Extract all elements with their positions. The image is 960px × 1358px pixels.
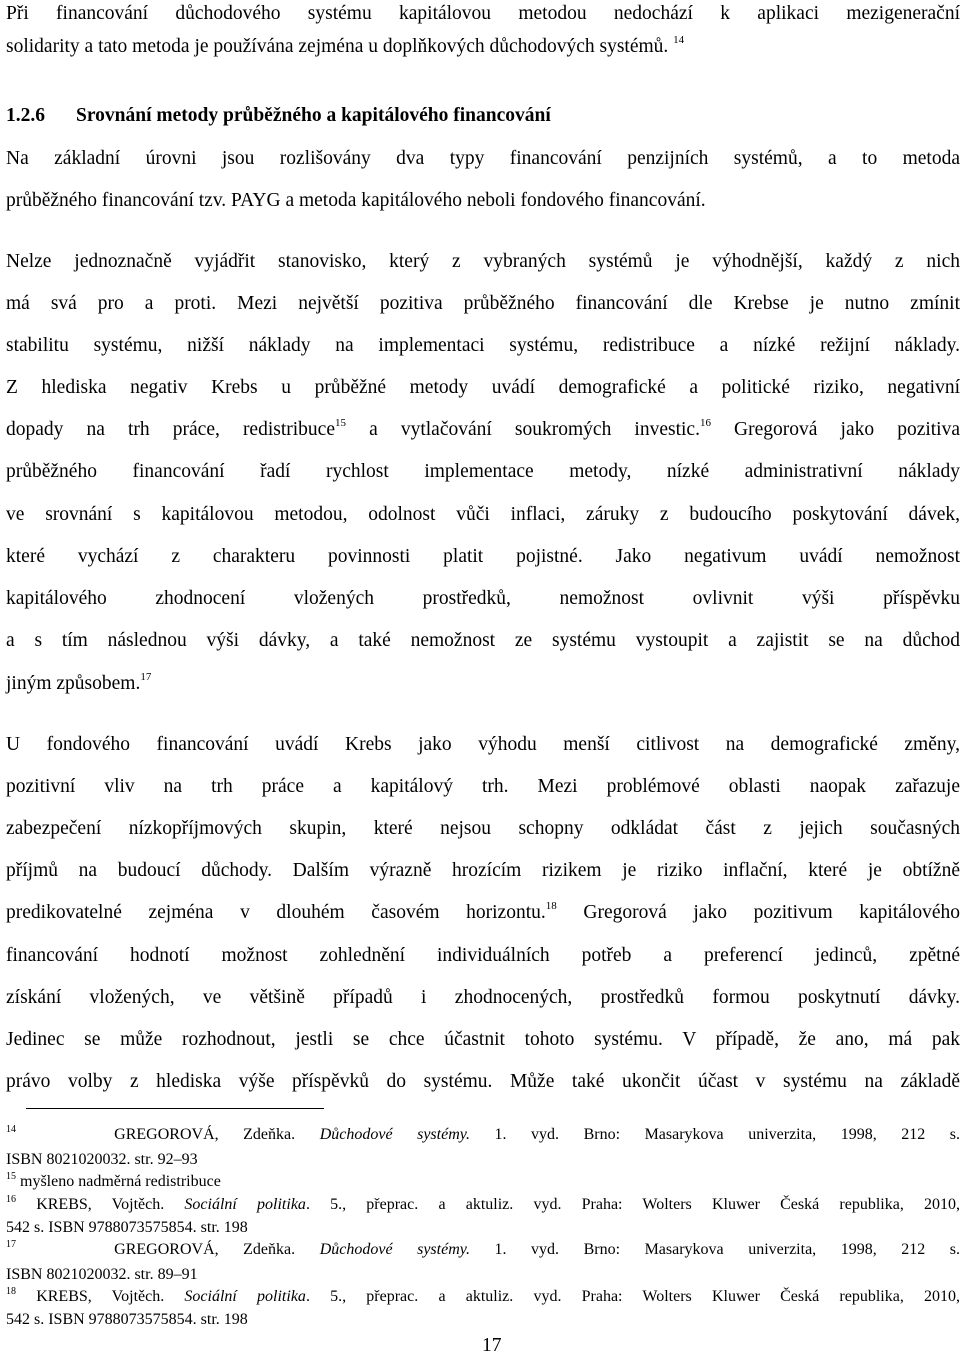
footnote-number: 14 [6,1124,16,1135]
text-run: GREGOROVÁ, Zdeňka. [114,1126,320,1143]
p2-line-9: kapitálového zhodnocení vložených prostředků, nemožnost ovlivnit výši příspěvku [6,588,960,609]
text-run: jiným způsobem. [6,673,141,694]
p2-line-2: má svá pro a proti. Mezi největší pozitiva průběžného financování dle Krebse je nutno zmínit [6,293,960,314]
text-run: Gregorová jako pozitiva [710,419,960,440]
text-run: GREGOROVÁ, Zdeňka. [114,1241,320,1258]
text-run: . 5., přeprac. a aktuliz. vyd. Praha: Wolters Kluwer Česká republika, 2010, [305,1196,960,1213]
p1-line-1: Na základní úrovni jsou rozlišovány dva typy financování penzijních systémů, a to metoda [6,148,960,169]
p3-line-7: získání vložených, ve většině případů i zhodnocených, prostředků formou poskytnutí dávky. [6,987,960,1008]
text-run: KREBS, Vojtěch. [36,1196,185,1213]
p2-line-7: ve srovnání s kapitálovou metodou, odolnost vůči inflaci, záruky z budoucího poskytování dávek, [6,504,960,525]
footnote-ref-14[interactable]: 14 [673,34,685,46]
text-run: 1. vyd. Brno: Masarykova univerzita, 1998, 212 s. [469,1241,960,1258]
footnote-17-cont: ISBN 8021020032. str. 89–91 [6,1266,198,1283]
footnote-16-cont: 542 s. ISBN 9788073575854. str. 198 [6,1219,248,1236]
footnote-ref-16[interactable]: 16 [699,417,711,429]
p3-line-1: U fondového financování uvádí Krebs jako výhodu menší citlivost na demografické změny, [6,734,960,755]
footnote-number: 16 [6,1194,16,1205]
text-run: KREBS, Vojtěch. [36,1288,185,1305]
footnote-number: 17 [6,1239,16,1250]
text-run: predikovatelné zejména v dlouhém časovém horizontu. [6,902,546,923]
text-run: . 5., přeprac. a aktuliz. vyd. Praha: Wolters Kluwer Česká republika, 2010, [305,1288,960,1305]
p2-line-11 [6,672,960,698]
footnote-number: 15 [6,1171,16,1182]
footnote-number: 18 [6,1286,16,1297]
footnote-ref-17[interactable]: 17 [140,671,152,683]
p3-line-8: Jedinec se může rozhodnout, jestli se chce účastnit tohoto systému. V případě, že ano, má pak [6,1029,960,1050]
footnote-ref-15[interactable]: 15 [335,417,346,429]
section-heading [6,104,960,128]
p2-line-5 [6,418,960,444]
p3-line-2: pozitivní vliv na trh práce a kapitálový trh. Mezi problémové oblasti naopak zařazuje [6,776,960,797]
p2-line-6: průběžného financování řadí rychlost implementace metody, nízké administrativní náklady [6,461,960,482]
page-number: 17 [482,1335,502,1356]
p2-line-3: stabilitu systému, nižší náklady na implementaci systému, redistribuce a nízké režijní náklady. [6,335,960,356]
p2-line-10: a s tím následnou výši dávky, a také nemožnost ze systému vystoupit a zajistit se na důchod [6,630,960,651]
section-number: 1.2.6 [6,105,45,126]
p1-line-2: průběžného financování tzv. PAYG a metoda kapitálového neboli fondového financování. [6,190,706,211]
text-run: a vytlačování soukromých investic. [346,419,700,440]
footnote-14-cont: ISBN 8021020032. str. 92–93 [6,1151,198,1168]
p3-line-5 [6,901,960,927]
text-run: dopady na trh práce, redistribuce [6,419,335,440]
p3-line-4: příjmů na budoucí důchody. Dalším výrazně hrozícím rizikem je riziko inflační, které je obtížně [6,860,960,881]
p2-line-4: Z hlediska negativ Krebs u průběžné metody uvádí demografické a politické riziko, negativní [6,377,960,398]
footnote-separator [26,1108,324,1109]
p3-line-3: zabezpečení nízkopříjmových skupin, které nejsou schopny odkládat část z jejich současných [6,818,960,839]
book-title: Sociální politika [184,1196,306,1213]
footnote-15 [6,1172,960,1194]
intro-line-1: Při financování důchodového systému kapitálovou metodou nedochází k aplikaci mezigenerační [6,3,960,24]
section-title: Srovnání metody průběžného a kapitálového financování [76,105,551,126]
book-title: Důchodové systémy. [319,1126,470,1143]
footnote-ref-18[interactable]: 18 [545,900,557,912]
p3-line-6: financování hodnotí možnost zohlednění individuálních potřeb a preferencí jedinců, zpětné [6,945,960,966]
intro-text: solidarity a tato metoda je používána zejména u doplňkových důchodových systémů. [6,36,669,57]
text-run: myšleno nadměrná redistribuce [20,1173,221,1190]
footnote-17 [6,1240,960,1262]
p2-line-1: Nelze jednoznačně vyjádřit stanovisko, který z vybraných systémů je výhodnější, každý z nich [6,251,960,272]
footnote-18-cont: 542 s. ISBN 9788073575854. str. 198 [6,1311,248,1328]
text-run: Gregorová jako pozitivum kapitálového [556,902,960,923]
footnote-16 [6,1195,960,1217]
intro-line-2 [6,35,960,61]
p3-line-9: právo volby z hlediska výše příspěvků do systému. Může také ukončit účast v systému na základě [6,1071,960,1092]
text-run: 1. vyd. Brno: Masarykova univerzita, 1998, 212 s. [469,1126,960,1143]
book-title: Důchodové systémy. [319,1241,470,1258]
book-title: Sociální politika [184,1288,306,1305]
footnote-18 [6,1287,960,1309]
p2-line-8: které vychází z charakteru povinnosti platit pojistné. Jako negativum uvádí nemožnost [6,546,960,567]
footnote-14 [6,1125,960,1147]
